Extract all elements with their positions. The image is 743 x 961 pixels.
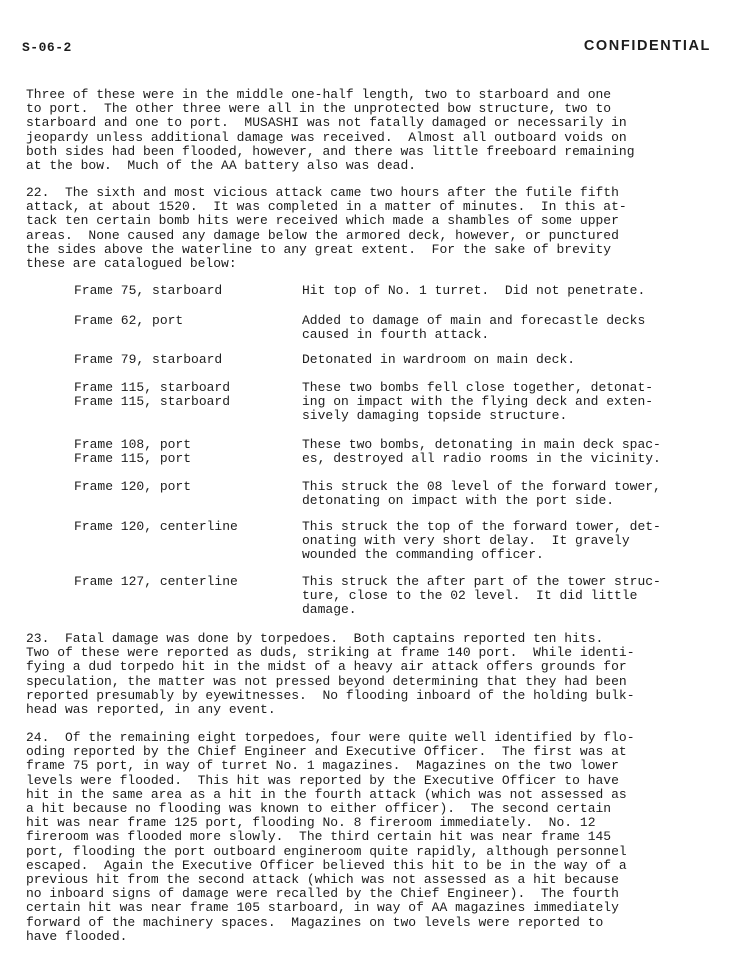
text-line: 24. Of the remaining eight torpedoes, four were quite well identified by flo- — [26, 730, 635, 745]
paragraph-24 — [26, 731, 726, 944]
description-line: detonating on impact with the port side. — [302, 493, 615, 509]
location-line: Frame 120, centerline — [74, 519, 238, 534]
hit-description — [302, 520, 712, 563]
text-line: the sides above the waterline to any great extent. For the sake of brevity — [26, 241, 612, 257]
location-line: Frame 115, starboard — [74, 394, 231, 410]
location-line: Frame 79, starboard — [74, 352, 223, 367]
hit-location — [74, 284, 294, 298]
description-line: Detonated in wardroom on main deck. — [302, 352, 576, 367]
hit-description — [302, 353, 712, 367]
text-line: fireroom was flooded more slowly. The third certain hit was near frame 145 — [26, 829, 612, 845]
hit-description — [302, 381, 712, 424]
location-line: Frame 108, port — [74, 437, 192, 452]
text-line: certain hit was near frame 105 starboard, in way of AA magazines immediately — [26, 900, 619, 916]
text-line: escaped. Again the Executive Officer believed this hit to be in the way of a — [26, 857, 627, 873]
text-line: head was reported, in any event. — [26, 702, 276, 718]
text-line: have flooded. — [26, 928, 128, 944]
paragraph-21-continued — [26, 88, 726, 173]
description-line: ing on impact with the flying deck and exten- — [302, 394, 654, 410]
text-line: 22. The sixth and most vicious attack came two hours after the futile fifth — [26, 185, 619, 200]
description-line: caused in fourth attack. — [302, 327, 490, 343]
paragraph-23 — [26, 632, 726, 717]
hit-location — [74, 353, 294, 367]
text-line: reported presumably by eyewitnesses. No flooding inboard of the holding bulk- — [26, 687, 635, 703]
text-line: levels were flooded. This hit was reported by the Executive Officer to have — [26, 772, 619, 788]
description-line: sively damaging topside structure. — [302, 408, 568, 424]
text-line: jeopardy unless additional damage was received. Almost all outboard voids on — [26, 129, 627, 145]
text-line: these are catalogued below: — [26, 256, 237, 272]
text-line: attack, at about 1520. It was completed in a matter of minutes. In this at- — [26, 199, 627, 215]
paragraph-22 — [26, 186, 726, 271]
text-line: a hit because no flooding was known to either officer). The second certain — [26, 801, 612, 817]
text-line: at the bow. Much of the AA battery also was dead. — [26, 158, 417, 174]
text-line: frame 75 port, in way of turret No. 1 magazines. Magazines on the two lower — [26, 758, 619, 774]
hit-description — [302, 480, 712, 508]
text-line: to port. The other three were all in the unprotected bow structure, two to — [26, 101, 612, 117]
description-line: This struck the top of the forward tower, det- — [302, 519, 661, 534]
text-line: port, flooding the port outboard engineroom quite rapidly, although personnel — [26, 843, 627, 859]
description-line: onating with very short delay. It gravely — [302, 533, 630, 549]
text-line: 23. Fatal damage was done by torpedoes. Both captains reported ten hits. — [26, 631, 604, 646]
text-line: speculation, the matter was not pressed beyond determining that they had been — [26, 673, 627, 689]
text-line: no inboard signs of damage were recalled by the Chief Engineer). The fourth — [26, 886, 619, 902]
hit-location — [74, 314, 294, 328]
hit-location — [74, 438, 294, 466]
text-line: tack ten certain bomb hits were received which made a shambles of some upper — [26, 213, 619, 229]
text-line: starboard and one to port. MUSASHI was not fatally damaged or necessarily in — [26, 115, 627, 131]
hit-location — [74, 381, 294, 409]
description-line: Hit top of No. 1 turret. Did not penetrate. — [302, 283, 646, 298]
text-line: Two of these were reported as duds, striking at frame 140 port. While identi- — [26, 645, 635, 661]
text-line: areas. None caused any damage below the armored deck, however, or punctured — [26, 227, 619, 243]
description-line: wounded the commanding officer. — [302, 547, 544, 563]
location-line: Frame 115, starboard — [74, 380, 231, 395]
location-line: Frame 62, port — [74, 313, 184, 328]
text-line: oding reported by the Chief Engineer and Executive Officer. The first was at — [26, 744, 627, 760]
text-line: hit in the same area as a hit in the fourth attack (which was not assessed as — [26, 786, 627, 802]
description-line: This struck the after part of the tower struc- — [302, 574, 661, 589]
description-line: damage. — [302, 602, 357, 618]
description-line: These two bombs, detonating in main deck spac- — [302, 437, 661, 452]
classification-marking: CONFIDENTIAL — [583, 38, 711, 54]
text-line: Three of these were in the middle one-half length, two to starboard and one — [26, 87, 612, 102]
description-line: es, destroyed all radio rooms in the vicinity. — [302, 451, 661, 467]
description-line: This struck the 08 level of the forward tower, — [302, 479, 661, 494]
hit-description — [302, 575, 712, 618]
description-line: Added to damage of main and forecastle decks — [302, 313, 646, 328]
hit-location — [74, 480, 294, 494]
text-line: previous hit from the second attack (which was not assessed as a hit because — [26, 872, 619, 888]
location-line: Frame 115, port — [74, 451, 192, 467]
location-line: Frame 75, starboard — [74, 283, 223, 298]
text-line: forward of the machinery spaces. Magazines on two levels were reported to — [26, 914, 604, 930]
text-line: hit was near frame 125 port, flooding No. 8 fireroom immediately. No. 12 — [26, 815, 596, 831]
hit-description — [302, 438, 712, 466]
hit-description — [302, 314, 712, 342]
location-line: Frame 120, port — [74, 479, 192, 494]
hit-location — [74, 575, 294, 589]
description-line: These two bombs fell close together, detonat- — [302, 380, 654, 395]
location-line: Frame 127, centerline — [74, 574, 238, 589]
hit-description — [302, 284, 712, 298]
text-line: fying a dud torpedo hit in the midst of a heavy air attack offers grounds for — [26, 659, 627, 675]
hit-location — [74, 520, 294, 534]
text-line: both sides had been flooded, however, and there was little freeboard remaining — [26, 143, 635, 159]
document-id: S-06-2 — [22, 40, 72, 55]
description-line: ture, close to the 02 level. It did little — [302, 588, 638, 604]
